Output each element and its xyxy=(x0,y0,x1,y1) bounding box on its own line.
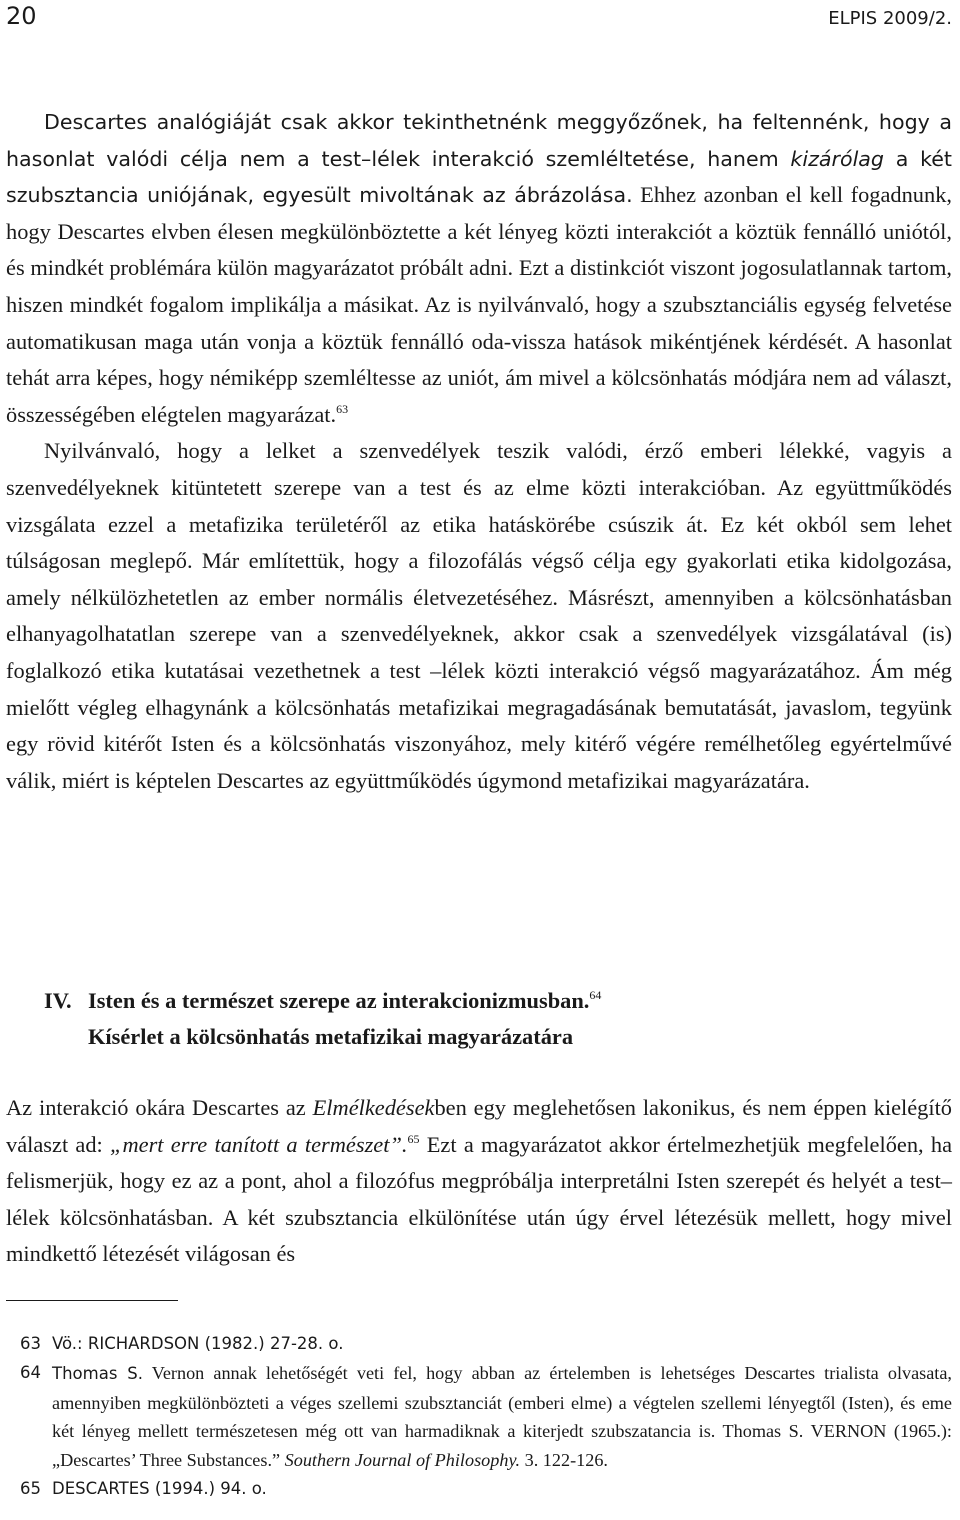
footnote-65 xyxy=(20,1475,952,1504)
footnote-ref-65[interactable]: 65 xyxy=(407,1131,420,1146)
section-number: IV. xyxy=(44,988,72,1013)
paragraph-3: Az interakció okára Descartes az Elmélkedésekben egy meglehetősen lakonikus, és nem éppen kielégítő választ ad: „mert erre tanított a természet”.$^{65}$ Ezt a magyarázatot akkor értelmezhetjük megfelelően, ha felismerjük, hogy ez az a pont, ahol a filozófus megpróbálja interpretálni Isten szerepét és helyét a test–lélek kölcsönhatásban. A két szubsztancia elkülönítése után úgy érvel létezésük mellett, hogy mivel mindkettő létezését világosan és xyxy=(6,1095,953,1267)
footnote-number: 65 xyxy=(20,1478,41,1498)
body-text-lower xyxy=(6,1090,952,1273)
footnote-ref-64[interactable]: 64 xyxy=(589,988,602,1002)
body-text-upper xyxy=(6,104,952,799)
emphasis-kizarolag: kizárólag xyxy=(790,146,884,171)
journal-reference: ELPIS 2009/2. xyxy=(828,8,952,29)
section-heading xyxy=(44,983,952,1055)
section-subtitle: Kísérlet a kölcsönhatás metafizikai magyarázatára xyxy=(88,1024,574,1049)
footnote-63 xyxy=(20,1330,952,1359)
paragraph-2: Nyilvánvaló, hogy a lelket a szenvedélyek teszik valódi, érző emberi lélekké, vagyis a szenvedélyeknek kitüntetett szerepe van a test és az elme közti interakcióban. Az együttműködés vizsgálata ezzel a metafizika területéről az etika hatáskörébe csúszik át. Ez két okból sem lehet túlságosan meglepő. Már említettük, hogy a filozofálás végső célja egy gyakorlati etika kidolgozása, amely nélkülözhetetlen az ember normális életvezetéséhez. Másrészt, amennyiben a kölcsönhatásban elhanyagolhatatlan szerepe van a szenvedélyeknek, akkor csak a szenvedélyek vizsgálatával (is) foglalkozó etika kutatásai vezethetnek a test –lélek közti interakció végső magyarázatához. Ám még mielőtt végleg elhagynánk a kölcsönhatás metafizikai megragadásának bemutatását, javaslom, tegyünk egy rövid kitérőt Isten és a kölcsönhatás viszonyához, mely kitérő végére remélhetőleg egyértelművé válik, miért is képtelen Descartes az együttműködés úgymond metafizikai magyarázatára. xyxy=(6,438,952,793)
running-header xyxy=(6,0,952,36)
footnote-number: 64 xyxy=(20,1362,41,1382)
footnote-text: DESCARTES (1994.) 94. o. xyxy=(52,1478,267,1498)
footnote-64 xyxy=(20,1359,952,1475)
emphasis-elmelkedesek: Elmélkedések xyxy=(312,1095,435,1120)
footnote-ref-63[interactable]: 63 xyxy=(336,401,349,416)
footnote-text: Vö.: RICHARDSON (1982.) 27-28. o. xyxy=(52,1334,344,1353)
journal-title: Southern Journal of Philosophy. xyxy=(284,1450,521,1471)
footnote-divider xyxy=(6,1300,178,1301)
page-number: 20 xyxy=(6,2,37,30)
footnote-number: 63 xyxy=(20,1334,41,1353)
section-title: Isten és a természet szerepe az interakcionizmusban. xyxy=(88,988,590,1013)
footnote-text: Thomas S. Vernon annak lehetőségét veti fel, hogy abban az értelemben is lehetséges Descartes trialista olvasata, amennyiben megkülönbözteti a véges szellemi szubsztanciát (emberi elme) a végtelen szellemi lényegtől (Isten), és eme két lényeg mellett természetesen még ott van harmadiknak a kiterjedt szubszatancia is. Thomas S. VERNON (1965.): „Descartes’ Three Substances.” Southern Journal of Philosophy. 3. 122-126. xyxy=(52,1362,952,1471)
paragraph-1: Descartes analógiáját csak akkor tekinthetnénk meggyőzőnek, ha feltennénk, hogy a hasonlat valódi célja nem a test–lélek interakció szemléltetése, hanem kizárólag a két szubsztancia uniójának, egyesült mivoltának az ábrázolása. Ehhez azonban el kell fogadnunk, hogy Descartes elvben élesen megkülönböztette a két lényeg közti interakciót a köztük fennálló uniótól, és mindkét problémára külön magyarázatot próbált adni. Ezt a distinkciót viszont jogosulatlannak tartom, hiszen mindkét fogalom implikálja a másikat. Az is nyilvánvaló, hogy a szubsztanciális egység felvetése automatikusan maga után vonja a köztük fennálló oda-vissza hatások mikéntjének kérdését. A hasonlat tehát arra képes, hogy némiképp szemléltesse az uniót, ám mivel a kölcsönhatás módjára nem ad választ, összességében elégtelen magyarázat.$^{63}$ xyxy=(6,110,952,427)
quote-termeszet: „mert erre tanított a természet”. xyxy=(110,1131,408,1157)
footnotes xyxy=(20,1330,952,1504)
